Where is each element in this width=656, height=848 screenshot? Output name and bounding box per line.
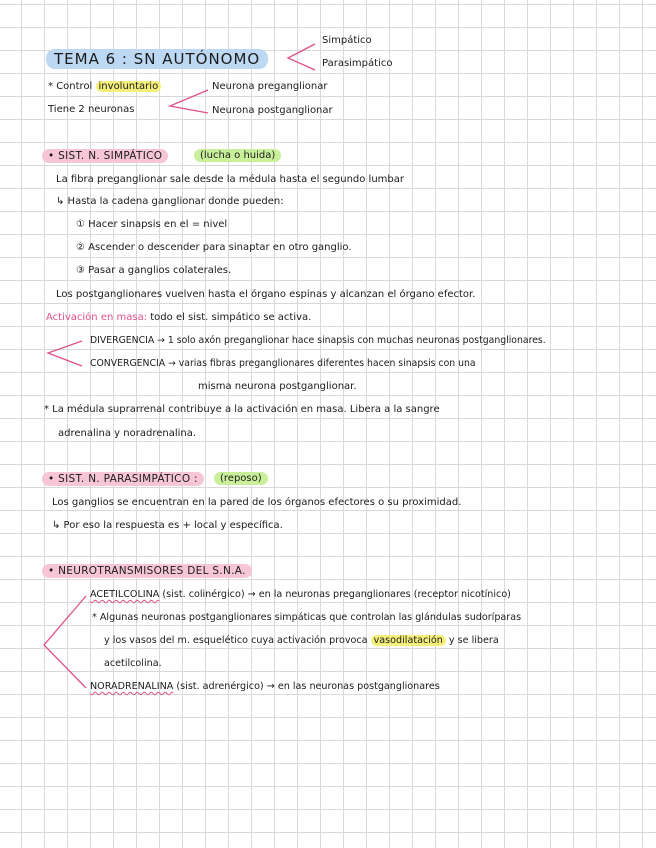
activacion-line: Activación en masa: todo el sist. simpático se activa. bbox=[46, 312, 312, 323]
branch-simpatico: Simpático bbox=[322, 35, 372, 46]
parasimpatico-line-1: Los ganglios se encuentran en la pared de los órganos efectores o su proximidad. bbox=[52, 497, 462, 508]
control-highlight: involuntario bbox=[96, 81, 162, 92]
acetilcolina-label: ACETILCOLINA bbox=[90, 589, 160, 600]
simpatico-line-1: La fibra preganglionar sale desde la médula hasta el segundo lumbar bbox=[56, 174, 404, 185]
simpatico-line-2: ↳ Hasta la cadena ganglionar donde pueden: bbox=[56, 196, 284, 207]
convergencia-line-2: misma neurona postganglionar. bbox=[198, 381, 357, 392]
acetilcolina-line: ACETILCOLINA (sist. colinérgico) → en la neuronas preganglionares (receptor nicotínico) bbox=[90, 589, 511, 600]
acetilcolina-note-1: * Algunas neuronas postganglionares simpáticas que controlan las glándulas sudoríparas bbox=[92, 612, 522, 623]
simpatico-line-3: Los postganglionares vuelven hasta el órgano espinas y alcanzan el órgano efector. bbox=[56, 289, 476, 300]
parasimpatico-tag: (reposo) bbox=[214, 472, 268, 486]
neuron-bracket bbox=[170, 90, 208, 113]
noradrenalina-line: NORADRENALINA (sist. adrenérgico) → en las neuronas postganglionares bbox=[90, 681, 440, 692]
vasodilatacion-highlight: vasodilatación bbox=[371, 635, 446, 646]
control-line: * Control involuntario bbox=[48, 80, 161, 94]
simpatico-tag: (lucha o huida) bbox=[194, 149, 281, 163]
neuron-type-pre: Neurona preganglionar bbox=[212, 81, 328, 92]
note-line-2: adrenalina y noradrenalina. bbox=[58, 428, 197, 439]
simpatico-option-1: ① Hacer sinapsis en el = nivel bbox=[76, 219, 228, 230]
parasimpatico-line-2: ↳ Por eso la respuesta es + local y específica. bbox=[52, 520, 283, 531]
note-line-1: * La médula suprarrenal contribuye a la activación en masa. Libera a la sangre bbox=[44, 404, 440, 415]
simpatico-option-2: ② Ascender o descender para sinaptar en otro ganglio. bbox=[76, 242, 352, 253]
section-heading-neurotransmisores: • NEUROTRANSMISORES DEL S.N.A. bbox=[42, 564, 252, 578]
page-title: TEMA 6 : SN AUTÓNOMO bbox=[46, 52, 268, 66]
neurons-label: Tiene 2 neuronas bbox=[48, 104, 135, 115]
section-heading-simpatico: • SIST. N. SIMPÁTICO bbox=[42, 149, 168, 163]
branch-parasimpatico: Parasimpático bbox=[322, 58, 393, 69]
convergencia-line-1: CONVERGENCIA → varias fibras preganglionares diferentes hacen sinapsis con una bbox=[90, 358, 476, 369]
neuron-type-post: Neurona postganglionar bbox=[212, 105, 333, 116]
title-branch-bracket bbox=[288, 44, 315, 70]
simpatico-option-3: ③ Pasar a ganglios colaterales. bbox=[76, 265, 232, 276]
activation-bracket bbox=[48, 341, 82, 366]
divergencia-line: DIVERGENCIA → 1 solo axón preganglionar hace sinapsis con muchas neuronas postganglionares. bbox=[90, 335, 546, 346]
acetilcolina-note-2: y los vasos del m. esquelético cuya activación provoca vasodilatación y se libera bbox=[104, 635, 499, 646]
section-heading-parasimpatico: • SIST. N. PARASIMPÁTICO : bbox=[42, 472, 204, 486]
activacion-label: Activación en masa: bbox=[46, 312, 148, 323]
neurotransmitter-bracket bbox=[44, 596, 86, 688]
acetilcolina-note-3: acetilcolina. bbox=[104, 658, 162, 669]
noradrenalina-label: NORADRENALINA bbox=[90, 681, 174, 692]
